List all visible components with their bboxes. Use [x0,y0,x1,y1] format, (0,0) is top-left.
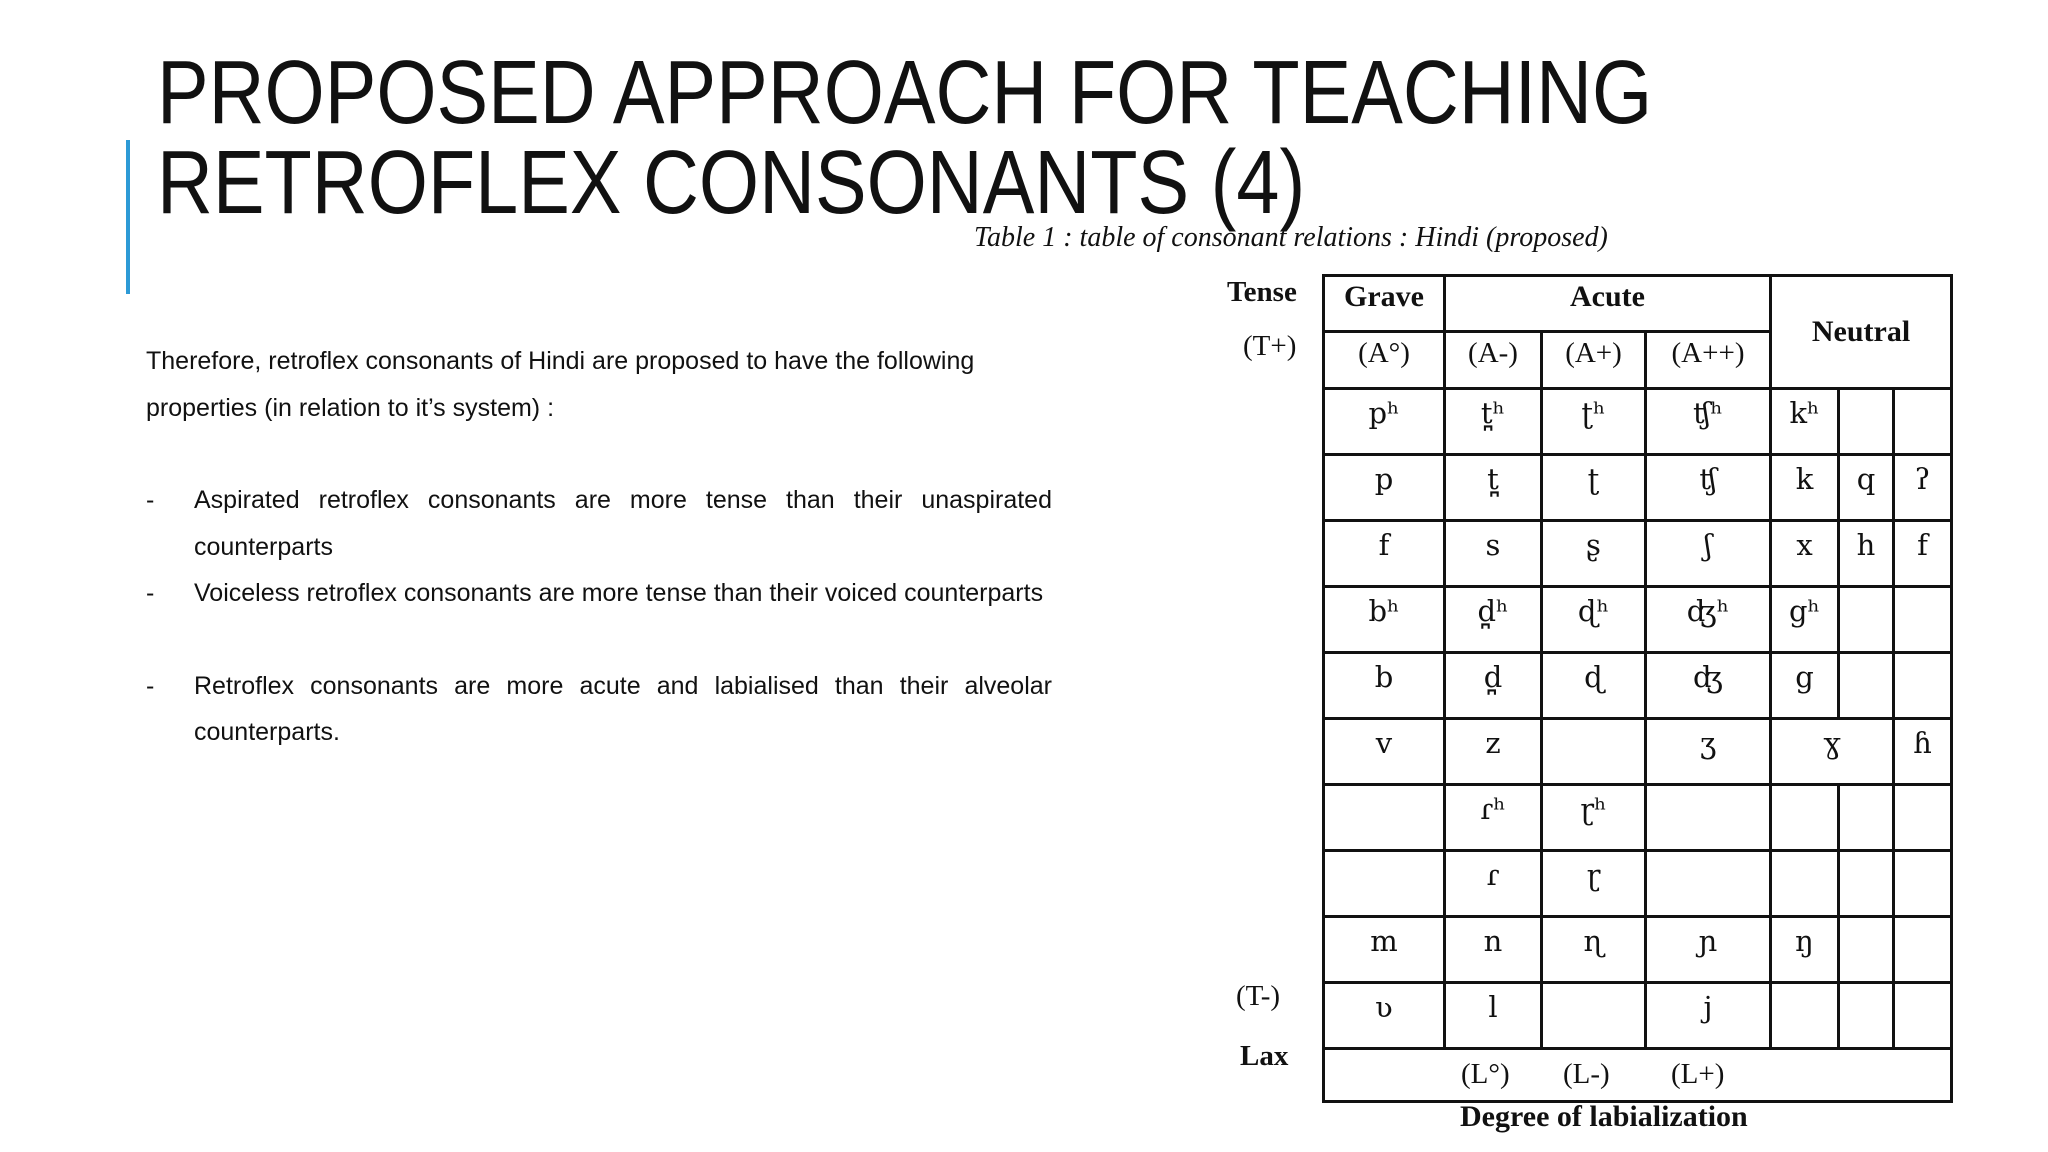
bullet-text: Retroflex consonants are more acute and labialised than their alveolar counterparts. [194,671,1052,746]
table-cell: x [1771,521,1839,587]
intro-paragraph: Therefore, retroflex consonants of Hindi are proposed to have the following properties (in relation to it’s system) : [146,347,975,422]
bullet-text: Aspirated retroflex consonants are more tense than their unaspirated counterparts [194,486,1052,561]
slide-title-line-2: RETROFLEX CONSONANTS (4) [157,133,1306,233]
table-cell [1839,983,1894,1049]
table-row [1324,653,1952,719]
table-row [1324,851,1952,917]
table-cell: ʧ [1646,455,1771,521]
header-neutral: Neutral [1771,276,1952,389]
labialization-value: (L°) [1461,1058,1510,1090]
table-cell: n [1445,917,1542,983]
table-cell [1771,785,1839,851]
table-cell: kʰ [1771,389,1839,455]
table-cell: l [1445,983,1542,1049]
table-cell: d̪ [1445,653,1542,719]
table-cell: f [1894,521,1952,587]
table-row [1324,785,1952,851]
table-cell: m [1324,917,1445,983]
table-cell: p [1324,455,1445,521]
table-cell [1894,917,1952,983]
table-cell [1771,983,1839,1049]
table-cell [1542,719,1646,785]
table-cell: t̪ [1445,455,1542,521]
table-cell [1894,389,1952,455]
table-cell [1771,851,1839,917]
table-cell: ɣ [1771,719,1894,785]
table-cell: ɽ [1542,851,1646,917]
labialization-cell [1324,1049,1952,1102]
bullet-marker: - [146,671,155,700]
table-cell: ʋ [1324,983,1445,1049]
lax-label: Lax [1240,1040,1289,1072]
table-cell [1894,653,1952,719]
tense-label: Tense [1227,276,1297,308]
slide-title-line-1: PROPOSED APPROACH FOR TEACHING [157,43,1653,143]
table-cell: h [1839,521,1894,587]
table-row [1324,983,1952,1049]
table-cell [1839,917,1894,983]
labialization-axis-label: Degree of labialization [1460,1100,1748,1133]
table-cell [1324,851,1445,917]
subheader-cell: (A°) [1324,332,1445,389]
spacer [146,431,1052,477]
table-cell: g [1771,653,1839,719]
table-cell [1542,983,1646,1049]
table-caption: Table 1 : table of consonant relations : Hindi (proposed) [974,222,1608,253]
table-cell: bʰ [1324,587,1445,653]
subheader-cell: (A-) [1445,332,1542,389]
table-cell: ɖʰ [1542,587,1646,653]
table-header-row [1324,276,1952,332]
table-cell: j [1646,983,1771,1049]
table-cell: ʤ [1646,653,1771,719]
labialization-row [1324,1049,1952,1102]
bullet-marker: - [146,579,155,607]
table-cell: ɖ [1542,653,1646,719]
tense-minus-label: (T-) [1236,980,1281,1012]
table-cell: q [1839,455,1894,521]
table-cell [1839,851,1894,917]
table-cell: z [1445,719,1542,785]
table-cell [1839,587,1894,653]
table-cell: ʈ [1542,455,1646,521]
table-row [1324,719,1952,785]
table-cell [1894,851,1952,917]
table-cell [1839,653,1894,719]
table-cell: ɲ [1646,917,1771,983]
table-cell: ʤʰ [1646,587,1771,653]
table-cell: f [1324,521,1445,587]
table-cell [1894,587,1952,653]
table-cell: v [1324,719,1445,785]
table-cell [1894,983,1952,1049]
slide-body [146,338,1052,756]
table-cell: ʂ [1542,521,1646,587]
bullet-item [146,477,1052,570]
table-cell: ʈʰ [1542,389,1646,455]
subheader-cell: (A+) [1542,332,1646,389]
table-cell: ʒ [1646,719,1771,785]
table-cell: ɾ [1445,851,1542,917]
table-cell: ɽʰ [1542,785,1646,851]
table-cell [1324,785,1445,851]
labialization-value: (L-) [1563,1058,1610,1090]
table-row [1324,917,1952,983]
consonant-table [1322,274,1953,1103]
slide-title [157,43,1653,233]
table-cell: d̪ʰ [1445,587,1542,653]
table-cell: ɦ [1894,719,1952,785]
table-cell: pʰ [1324,389,1445,455]
table-cell [1646,785,1771,851]
table-cell [1646,851,1771,917]
table-cell [1839,785,1894,851]
table-cell [1894,785,1952,851]
table-cell: ŋ [1771,917,1839,983]
bullet-marker: - [146,486,155,514]
table-row [1324,455,1952,521]
bullet-text: Voiceless retroflex consonants are more tense than their voiced counterparts [194,579,1044,607]
bullet-item [146,663,1052,756]
header-grave: Grave [1324,276,1445,332]
table-cell: ʔ [1894,455,1952,521]
header-acute: Acute [1445,276,1771,332]
table-cell: s [1445,521,1542,587]
table-row [1324,389,1952,455]
table-cell: ɳ [1542,917,1646,983]
table-cell: ʃ [1646,521,1771,587]
bullet-item [146,570,1052,617]
spacer [146,617,1052,663]
table-cell: ɾʰ [1445,785,1542,851]
tense-plus-label: (T+) [1243,330,1297,362]
table-cell: t̪ʰ [1445,389,1542,455]
table-cell: gʰ [1771,587,1839,653]
table-row [1324,587,1952,653]
table-cell: k [1771,455,1839,521]
labialization-value: (L+) [1671,1058,1725,1090]
table-cell: b [1324,653,1445,719]
subheader-cell: (A++) [1646,332,1771,389]
table-row [1324,521,1952,587]
table-cell [1839,389,1894,455]
title-accent-bar [126,140,130,294]
table-cell: ʧʰ [1646,389,1771,455]
